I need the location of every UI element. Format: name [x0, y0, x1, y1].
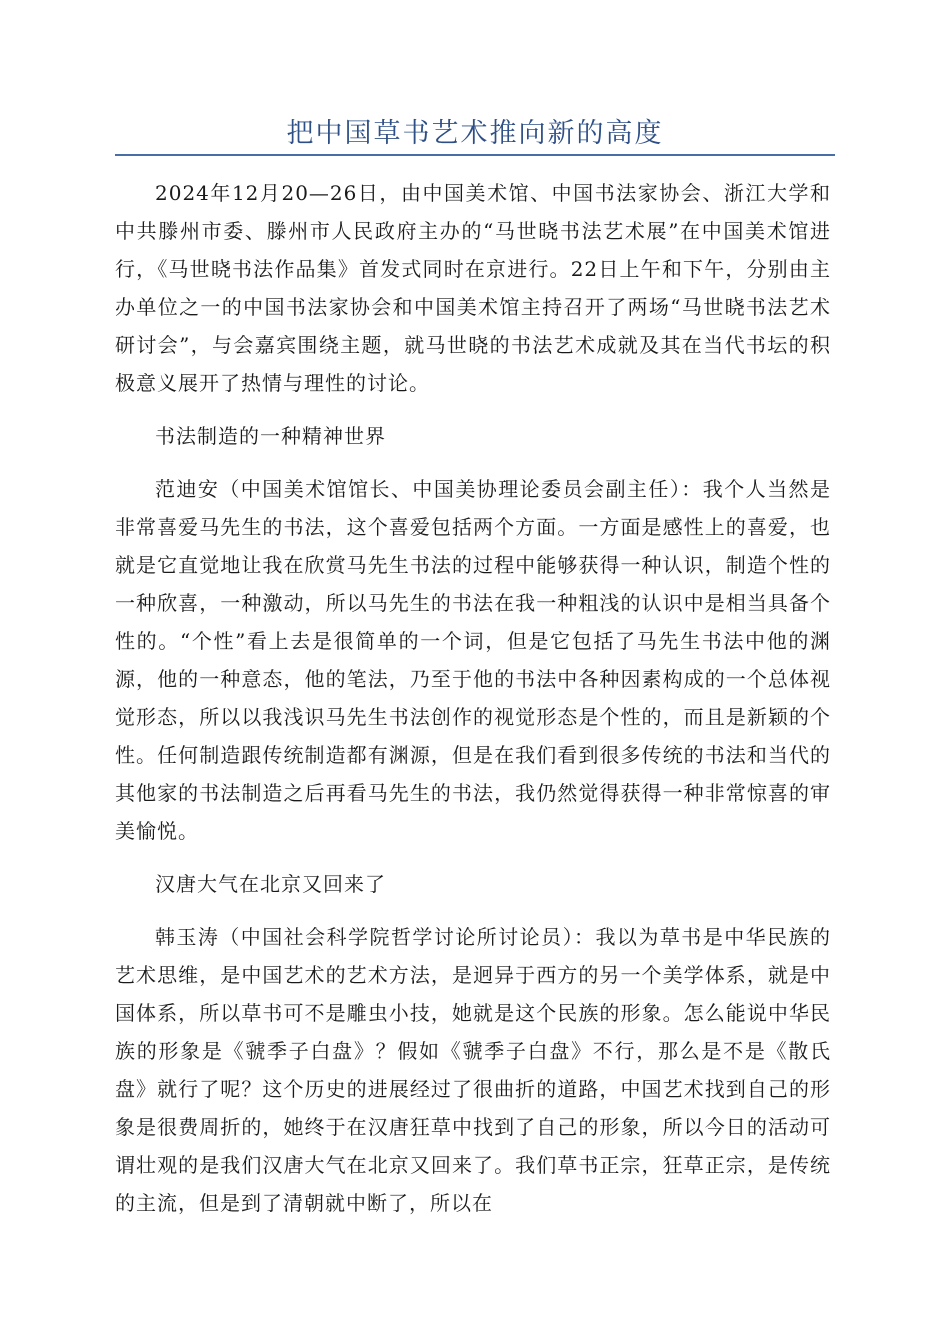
- paragraph-intro: 2024年12月20—26日，由中国美术馆、中国书法家协会、浙江大学和中共滕州市委、滕州市人民政府主办的“马世晓书法艺术展”在中国美术馆进行，《马世晓书法作品集》首发式同时在京进行。22日上午和下午，分别由主办单位之一的中国书法家协会和中国美术馆主持召开了两场“马世晓书法艺术研讨会”，与会嘉宾围绕主题，就马世晓的书法艺术成就及其在当代书坛的积极意义展开了热情与理性的讨论。: [115, 181, 831, 395]
- paragraph-han-yutao: 韩玉涛（中国社会科学院哲学讨论所讨论员）：我以为草书是中华民族的艺术思维，是中国艺术的艺术方法，是迥异于西方的另一个美学体系，就是中国体系，所以草书可不是雕虫小技，她就是这个民族的形象。怎么能说中华民族的形象是《虢季子白盘》？假如《虢季子白盘》不行，那么是不是《散氏盘》就行了呢？这个历史的进展经过了很曲折的道路，中国艺术找到自己的形象是很费周折的，她终于在汉唐狂草中找到了自己的形象，所以今日的活动可谓壮观的是我们汉唐大气在北京又回来了。我们草书正宗，狂草正宗，是传统的主流，但是到了清朝就中断了，所以在: [115, 925, 831, 1215]
- section-heading-1: 书法制造的一种精神世界: [155, 424, 386, 448]
- title-underline: [115, 154, 835, 156]
- paragraph-fan-dian: 范迪安（中国美术馆馆长、中国美协理论委员会副主任）：我个人当然是非常喜爱马先生的书法，这个喜爱包括两个方面。一方面是感性上的喜爱，也就是它直觉地让我在欣赏马先生书法的过程中能够获得一种认识，制造个性的一种欣喜，一种激动，所以马先生的书法在我一种粗浅的认识中是相当具备个性的。“个性”看上去是很简单的一个词，但是它包括了马先生书法中他的渊源，他的一种意态，他的笔法，乃至于他的书法中各种因素构成的一个总体视觉形态，所以以我浅识马先生书法创作的视觉形态是个性的，而且是新颖的个性。任何制造跟传统制造都有渊源，但是在我们看到很多传统的书法和当代的其他家的书法制造之后再看马先生的书法，我仍然觉得获得一种非常惊喜的审美愉悦。: [115, 477, 831, 843]
- document-body: [115, 174, 831, 1222]
- document-title: 把中国草书艺术推向新的高度: [286, 118, 664, 149]
- section-heading-2: 汉唐大气在北京又回来了: [155, 872, 386, 896]
